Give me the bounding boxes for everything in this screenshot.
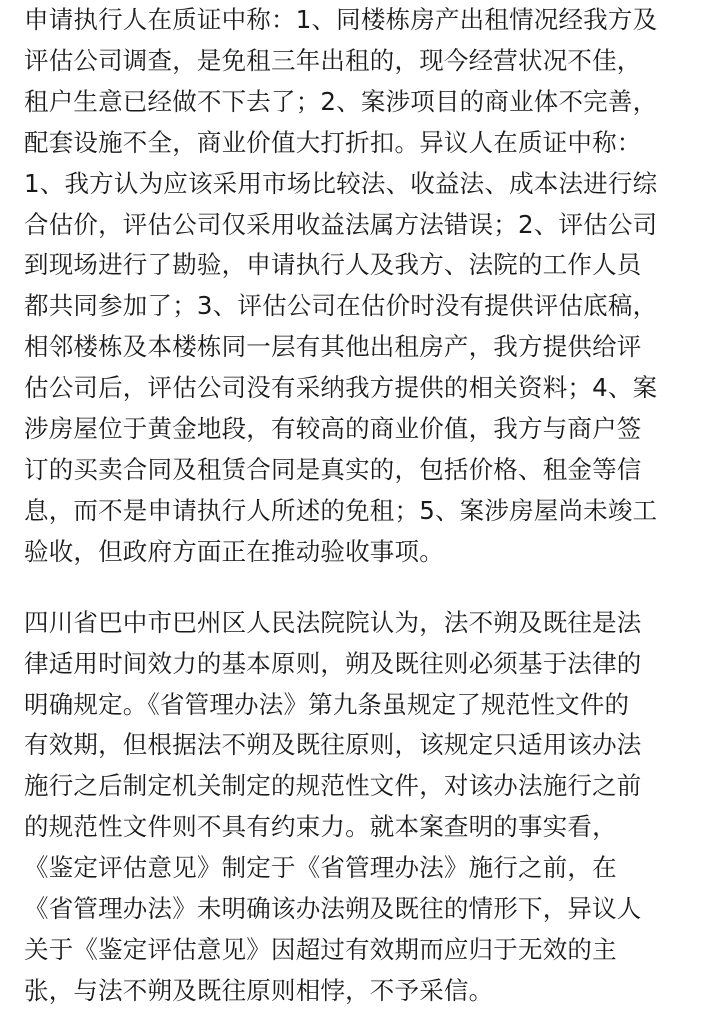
text-line: 有效期，但根据法不朔及既往原则，该规定只适用该办法 xyxy=(24,730,642,760)
text-line: 施行之后制定机关制定的规范性文件，对该办法施行之前 xyxy=(24,771,642,801)
text-line: 合估价，评估公司仅采用收益法属方法错误；2、评估公司 xyxy=(24,209,658,239)
text-line: 申请执行人在质证中称：1、同楼栋房产出租情况经我方及 xyxy=(24,5,658,34)
text-line: 都共同参加了；3、评估公司在估价时没有提供评估底稿， xyxy=(24,291,658,321)
text-line: 评估公司调查，是免租三年出租的，现今经营状况不佳， xyxy=(24,45,642,75)
text-line: 到现场进行了勘验，申请执行人及我方、法院的工作人员 xyxy=(24,250,642,280)
text-line: 订的买卖合同及租赁合同是真实的，包括价格、租金等信 xyxy=(24,454,642,484)
text-line: 相邻楼栋及本楼栋同一层有其他出租房产，我方提供给评 xyxy=(24,332,642,362)
text-line: 1、我方认为应该采用市场比较法、收益法、成本法进行综 xyxy=(24,168,658,198)
text-line: 估公司后，评估公司没有采纳我方提供的相关资料；4、案 xyxy=(24,373,658,403)
text-line: 的规范性文件则不具有约束力。就本案查明的事实看， xyxy=(24,812,617,842)
text-line: 明确规定。《省管理办法》第九条虽规定了规范性文件的 xyxy=(24,689,630,719)
text-line: 验收，但政府方面正在推动验收事项。 xyxy=(24,536,444,566)
text-line: 张，与法不朔及既往原则相悖，不予采信。 xyxy=(24,975,494,1005)
text-line: 配套设施不全，商业价值大打折扣。异议人在质证中称： xyxy=(24,127,642,157)
text-line: 关于《鉴定评估意见》因超过有效期而应归于无效的主 xyxy=(24,934,617,964)
text-line: 息，而不是申请执行人所述的免租；5、案涉房屋尚未竣工 xyxy=(24,495,658,525)
document-body xyxy=(24,0,699,1012)
text-line: 《省管理办法》未明确该办法朔及既往的情形下，异议人 xyxy=(24,894,642,924)
text-line: 租户生意已经做不下去了；2、案涉项目的商业体不完善， xyxy=(24,86,658,116)
paragraph-2 xyxy=(24,573,699,1012)
paragraph-1 xyxy=(24,0,699,573)
text-line: 《鉴定评估意见》制定于《省管理办法》施行之前，在 xyxy=(24,853,617,883)
text-line: 律适用时间效力的基本原则，朔及既往则必须基于法律的 xyxy=(24,648,642,678)
text-line: 涉房屋位于黄金地段，有较高的商业价值，我方与商户签 xyxy=(24,414,642,444)
text-line: 四川省巴中市巴州区人民法院院认为，法不朔及既往是法 xyxy=(24,607,642,637)
